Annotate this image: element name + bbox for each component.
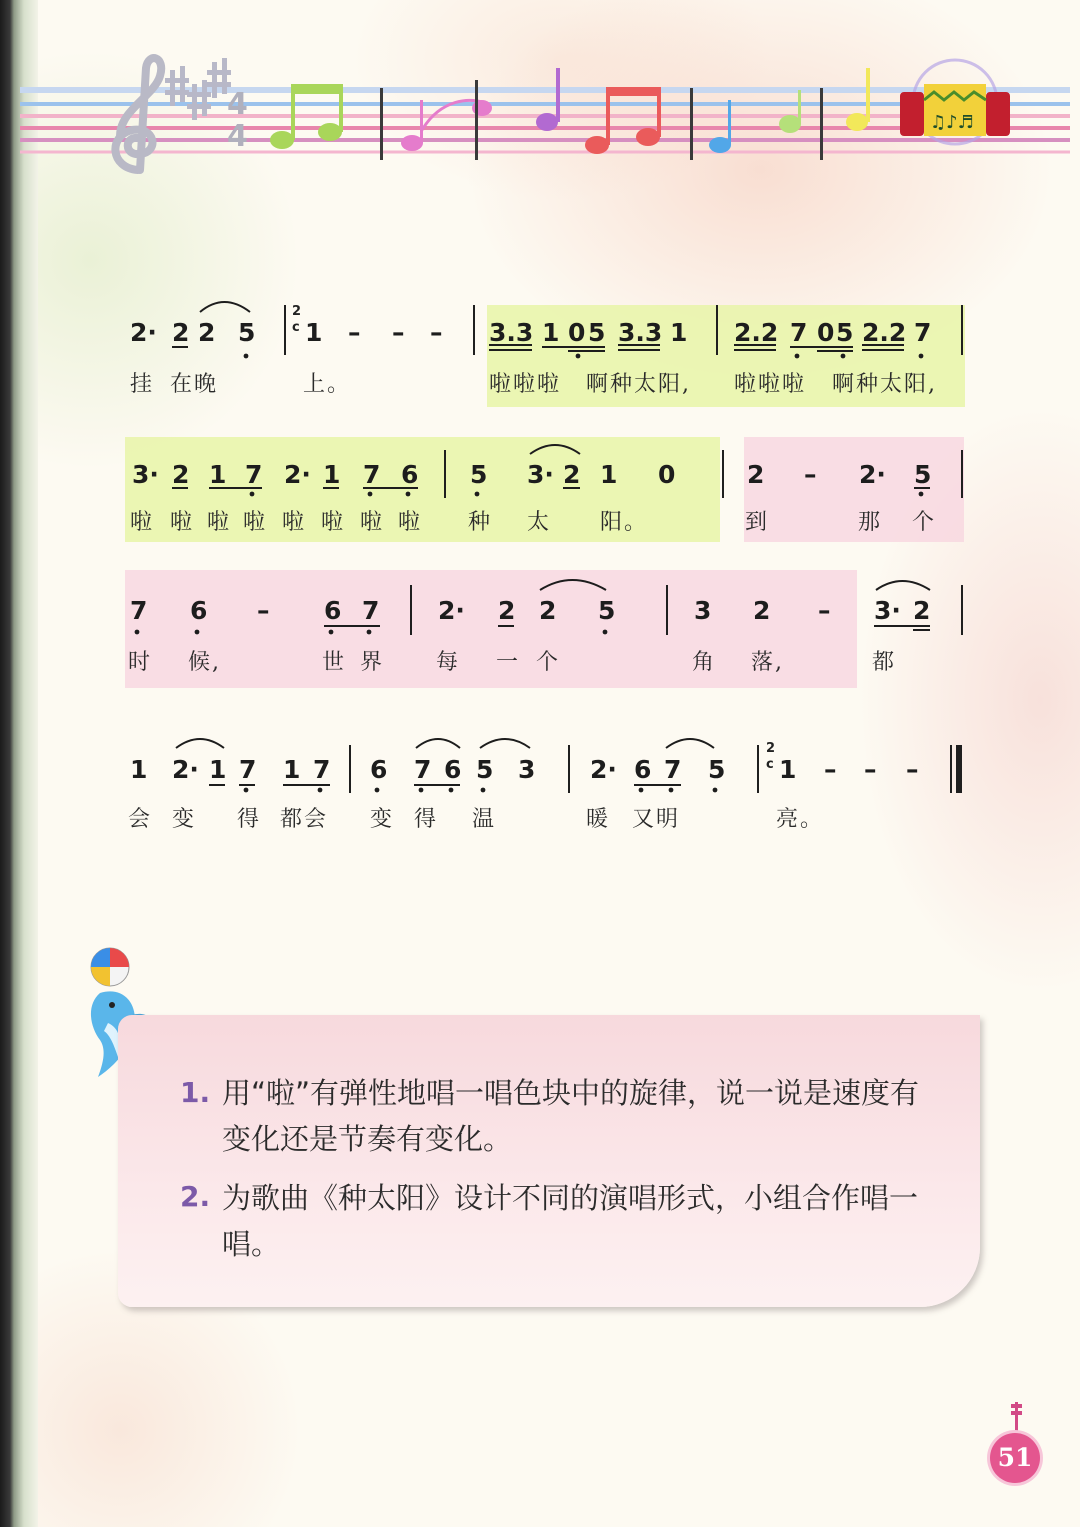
svg-text:4: 4	[227, 119, 248, 154]
note: 5	[708, 755, 726, 784]
lyric: 时	[128, 650, 153, 675]
note: 5	[470, 460, 488, 489]
note: 0	[658, 460, 676, 489]
lyric: 暖	[586, 807, 611, 832]
dash: –	[348, 318, 361, 347]
note: 0	[817, 318, 835, 347]
note: 1	[305, 318, 323, 347]
note: 2	[198, 318, 216, 347]
note: 2	[539, 596, 557, 625]
note: 3.3	[489, 318, 534, 347]
lyric: 候,	[188, 650, 221, 675]
svg-text:4: 4	[227, 87, 248, 122]
dash: –	[392, 318, 405, 347]
note: 6	[370, 755, 388, 784]
note: 1	[209, 460, 227, 489]
note: 7	[664, 755, 682, 784]
lyric: 啦	[398, 510, 423, 535]
page-number: 51	[990, 1433, 1040, 1483]
lyric: 世	[322, 650, 347, 675]
note: 3·	[527, 460, 554, 489]
note: 2	[747, 460, 765, 489]
lyric: 会	[128, 807, 153, 832]
lyric: 挂	[130, 372, 155, 397]
lyric: 种	[468, 510, 493, 535]
lyric: 得	[237, 807, 262, 832]
lyric: 得	[414, 807, 439, 832]
note: 5	[598, 596, 616, 625]
note: 5	[588, 318, 606, 347]
note: 2	[563, 460, 581, 489]
lyric: 亮。	[776, 807, 825, 832]
note: 6	[634, 755, 652, 784]
lyric: 啊种太阳,	[586, 372, 691, 397]
note: 7	[313, 755, 331, 784]
note: 2	[172, 318, 190, 347]
note: 7	[130, 596, 148, 625]
note: 3	[694, 596, 712, 625]
volta-mark-bottom: c	[766, 757, 774, 772]
note: 2	[498, 596, 516, 625]
lyric: 啦	[321, 510, 346, 535]
note: 2·	[172, 755, 199, 784]
note: 5	[914, 460, 932, 489]
dash: –	[804, 460, 817, 489]
note: 3·	[132, 460, 159, 489]
note: 7	[790, 318, 808, 347]
note: 7	[362, 596, 380, 625]
dash: –	[430, 318, 443, 347]
note: 7	[245, 460, 263, 489]
note: 2	[753, 596, 771, 625]
lyric: 一	[496, 650, 521, 675]
note: 7	[363, 460, 381, 489]
question-text: 为歌曲《种太阳》设计不同的演唱形式，小组合作唱一唱。	[222, 1181, 919, 1261]
note: 3.3	[618, 318, 663, 347]
lyric: 啦	[207, 510, 232, 535]
note: 2	[913, 596, 931, 625]
note: 0	[568, 318, 586, 347]
lyric: 每	[436, 650, 461, 675]
note: 1	[600, 460, 618, 489]
lyric: 啦	[243, 510, 268, 535]
lyric: 那	[858, 510, 883, 535]
note: 1	[283, 755, 301, 784]
lyric: 到	[745, 510, 770, 535]
lyric: 啦	[130, 510, 155, 535]
note: 6	[324, 596, 342, 625]
dash: –	[818, 596, 831, 625]
note: 2·	[438, 596, 465, 625]
note: 3	[518, 755, 536, 784]
note: 2·	[859, 460, 886, 489]
note: 2.2	[734, 318, 779, 347]
note: 1	[209, 755, 227, 784]
note: 7	[239, 755, 257, 784]
question-number: 2.	[180, 1180, 211, 1213]
lyric: 变	[172, 807, 197, 832]
lyric: 阳。	[600, 510, 649, 535]
lyric: 角	[692, 650, 717, 675]
note: 2·	[590, 755, 617, 784]
note: 1	[779, 755, 797, 784]
lyric: 太	[527, 510, 552, 535]
lyric: 啦	[282, 510, 307, 535]
note: 5	[836, 318, 854, 347]
note: 1	[670, 318, 688, 347]
note: 2·	[284, 460, 311, 489]
volta-mark-top: 2	[766, 741, 776, 756]
lyric: 都会	[280, 807, 329, 832]
note: 7	[914, 318, 932, 347]
dash: –	[824, 755, 837, 784]
lyric: 又明	[632, 807, 681, 832]
lyric: 个	[536, 650, 561, 675]
lyric: 温	[472, 807, 497, 832]
lyric: 变	[370, 807, 395, 832]
lyric: 界	[360, 650, 385, 675]
lyric: 啊种太阳,	[832, 372, 937, 397]
lyric: 落,	[751, 650, 784, 675]
lyric: 个	[912, 510, 937, 535]
guitar-icon	[1006, 1402, 1026, 1436]
note: 2	[172, 460, 190, 489]
note: 2·	[130, 318, 157, 347]
lyric: 啦啦啦	[734, 372, 807, 397]
note: 1	[323, 460, 341, 489]
note: 6	[190, 596, 208, 625]
dash: –	[906, 755, 919, 784]
note: 5	[238, 318, 256, 347]
lyric: 在晚	[170, 372, 219, 397]
question-number: 1.	[180, 1076, 211, 1109]
lyric: 啦啦啦	[489, 372, 562, 397]
lyric: 啦	[360, 510, 385, 535]
dash: –	[864, 755, 877, 784]
note: 7	[414, 755, 432, 784]
note: 6	[444, 755, 462, 784]
note: 3·	[874, 596, 901, 625]
lyric: 都	[872, 650, 897, 675]
svg-text:♫♪♬: ♫♪♬	[930, 112, 974, 133]
question-text: 用“啦”有弹性地唱一唱色块中的旋律，说一说是速度有变化还是节奏有变化。	[222, 1076, 920, 1156]
note: 6	[401, 460, 419, 489]
note: 2.2	[862, 318, 907, 347]
beach-ball-icon	[91, 948, 129, 986]
note: 5	[476, 755, 494, 784]
volta-mark-bottom: c	[292, 320, 300, 335]
lyric: 啦	[170, 510, 195, 535]
note: 1	[542, 318, 560, 347]
volta-mark-top: 2	[292, 304, 302, 319]
note: 1	[130, 755, 148, 784]
lyric: 上。	[303, 372, 352, 397]
dash: –	[257, 596, 270, 625]
